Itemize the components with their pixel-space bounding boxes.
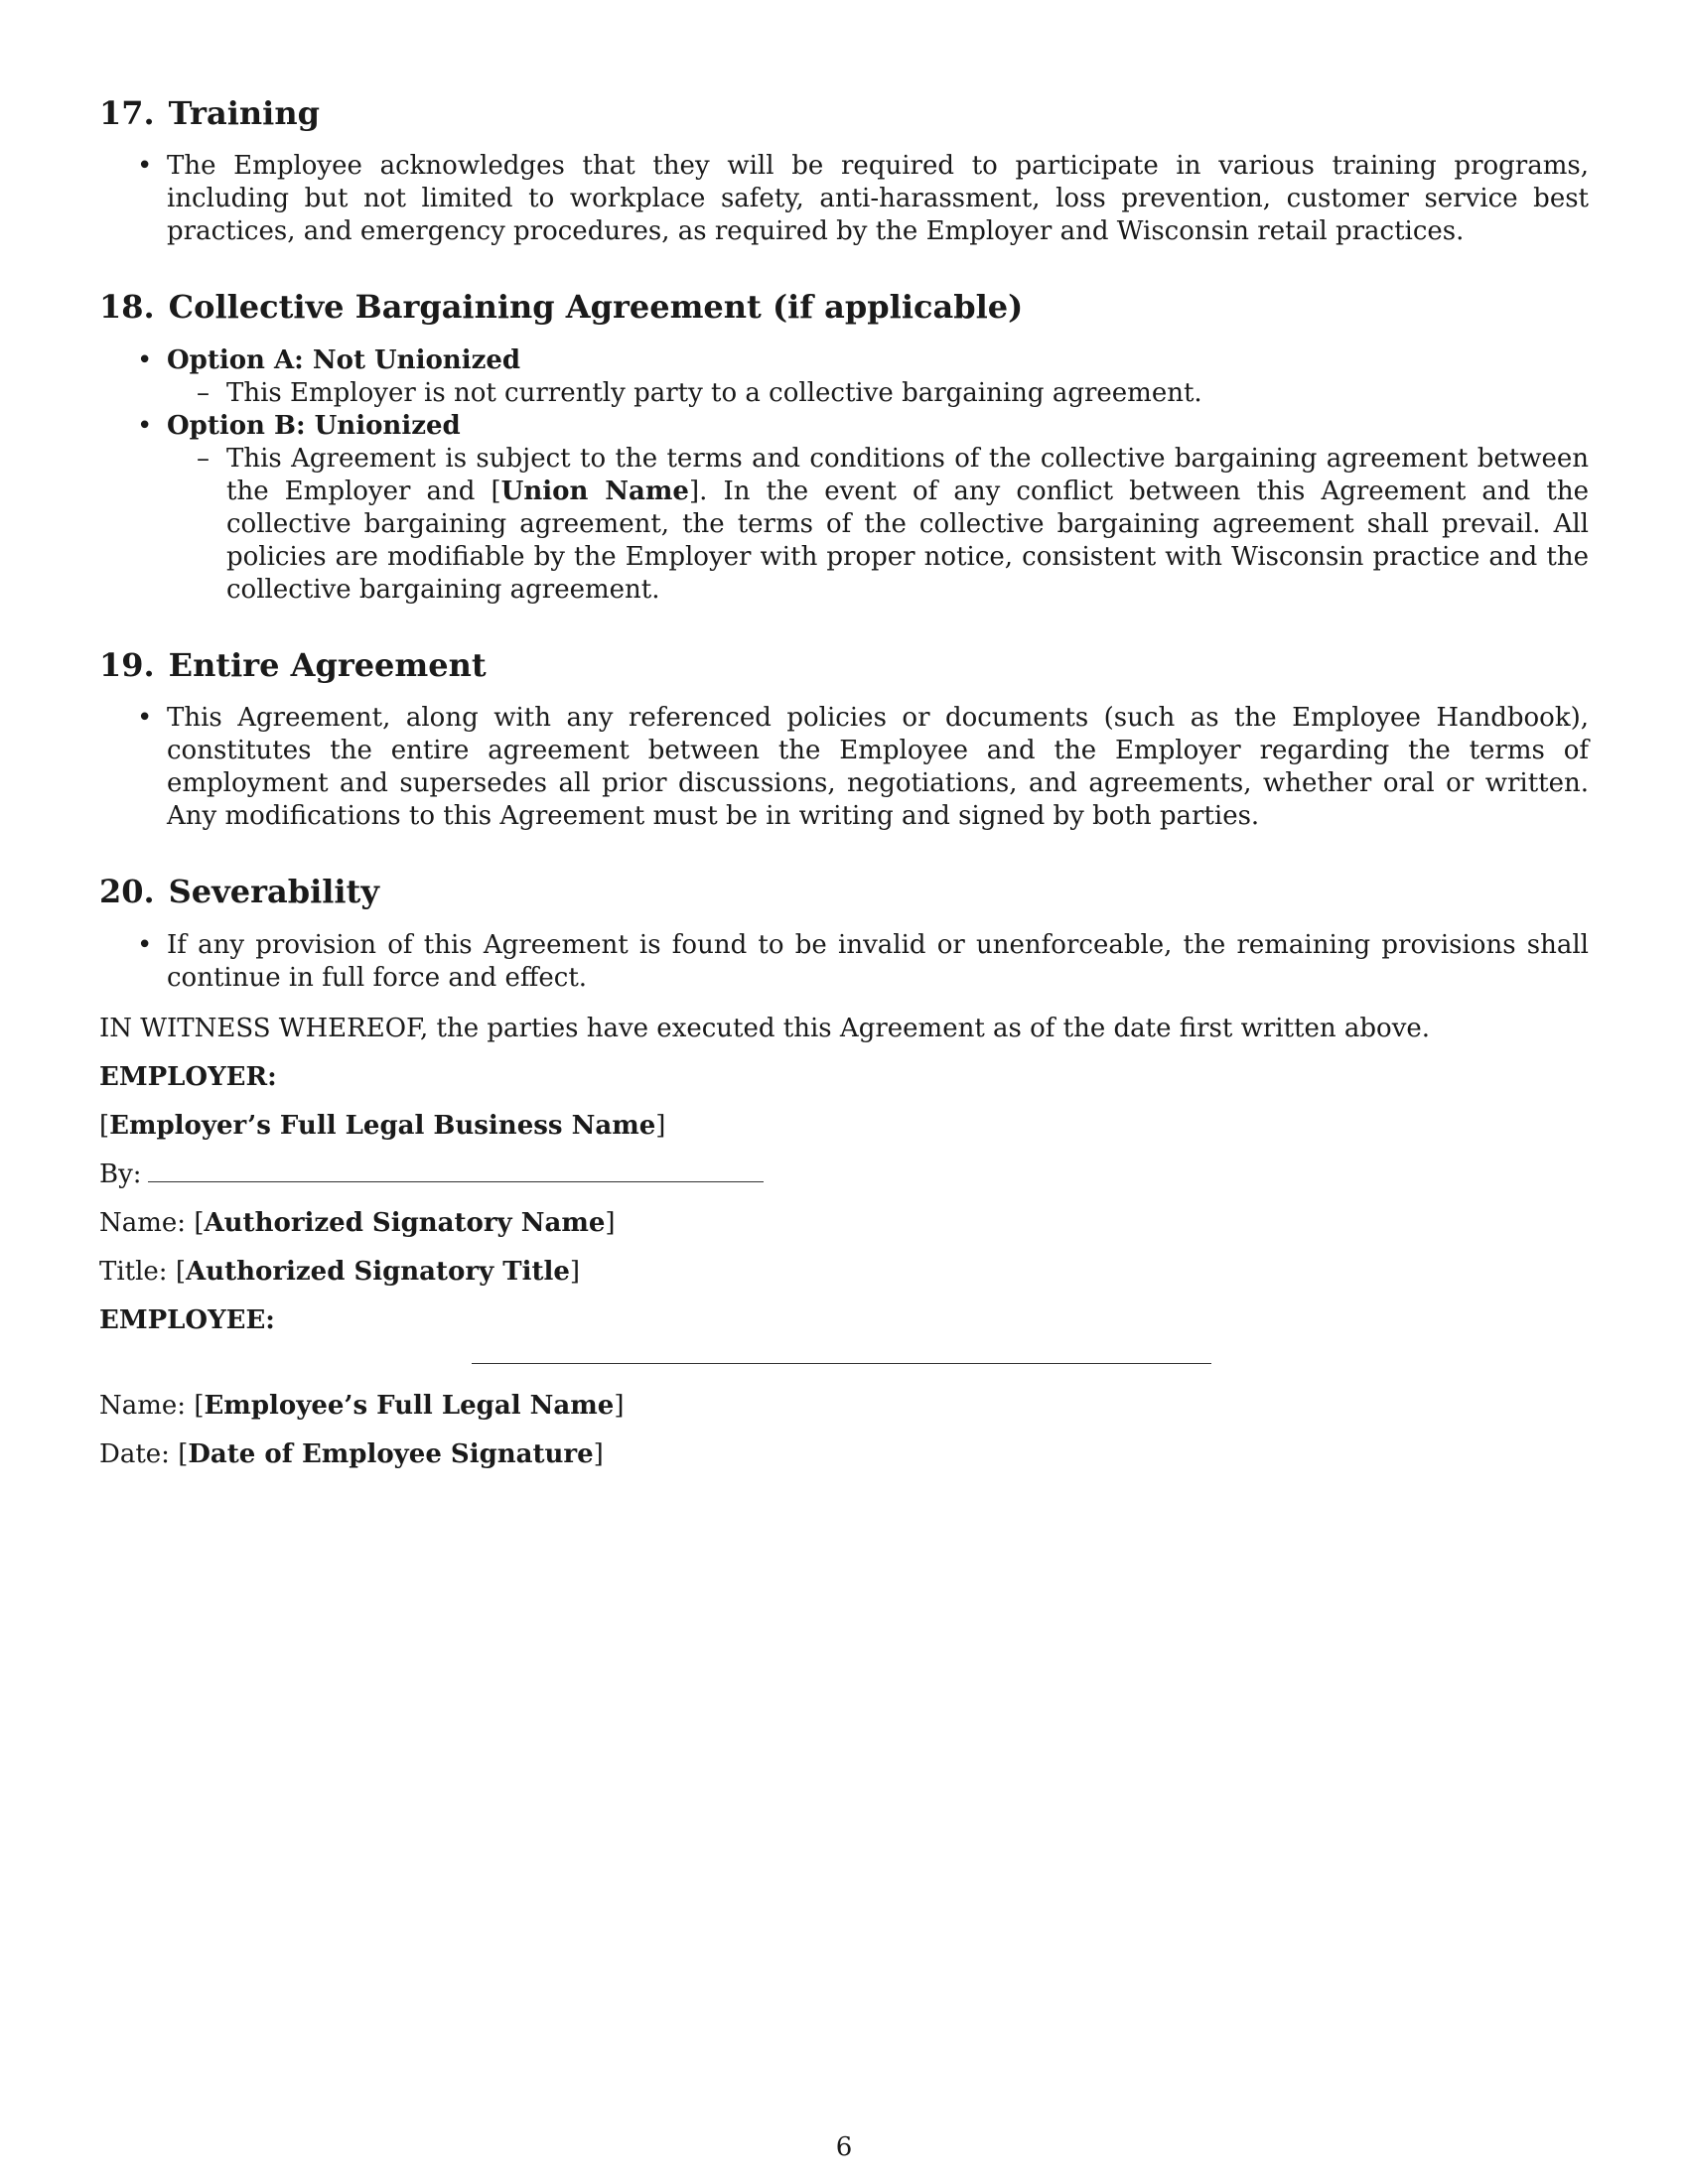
document-page xyxy=(99,94,1589,1487)
page-number: 6 xyxy=(835,2132,853,2162)
employee-date-line: Date: [Date of Employee Signature] xyxy=(99,1438,604,1469)
section-title: Entire Agreement xyxy=(168,645,487,684)
employer-title-line: Title: [Authorized Signatory Title] xyxy=(99,1256,581,1287)
employer-by-line xyxy=(99,1159,1589,1191)
section-collective-bargaining xyxy=(99,288,1589,606)
section-heading-20 xyxy=(99,873,1589,910)
option-a-item xyxy=(99,344,1589,410)
section-severability xyxy=(99,873,1589,994)
section-heading-18 xyxy=(99,288,1589,326)
option-a-title: Option A: Not Unionized xyxy=(167,344,521,375)
employee-heading: EMPLOYEE: xyxy=(99,1304,275,1335)
bullet-item: • The Employee acknowledges that they will be required to participate in various training programs, including but not limited to workplace safety, anti-harassment, loss prevention, customer service best practices, and emergency procedures, as required by the Employer and Wisconsin retail practices. xyxy=(99,150,1589,248)
employee-name-value: Employee’s Full Legal Name xyxy=(204,1390,615,1421)
name-label: Name: xyxy=(99,1390,187,1421)
employer-signatory-title: Authorized Signatory Title xyxy=(186,1256,570,1287)
by-label: By: xyxy=(99,1159,142,1189)
section-training xyxy=(99,94,1589,248)
section-number: 20. xyxy=(99,873,155,911)
option-b-text-before: This Agreement is subject to the terms and conditions of the collective bargaining agreement between the Employer and [ xyxy=(226,443,1589,506)
option-a-text: – This Employer is not currently party to a collective bargaining agreement. xyxy=(167,377,1589,410)
sub-list xyxy=(167,443,1589,607)
option-b-text-after: ]. In the event of any conflict between this Agreement and the collective bargaining agreement, the terms of the collective bargaining agreement shall prevail. All policies are modifiable by the Employer with proper notice, consistent with Wisconsin practice and the collective bargaining agreement. xyxy=(226,476,1589,605)
bullet-item: • If any provision of this Agreement is found to be invalid or unenforceable, the remaining provisions shall continue in full force and effect. xyxy=(99,929,1589,995)
option-b-text xyxy=(167,443,1589,607)
section-title: Training xyxy=(168,94,320,132)
title-label: Title: xyxy=(99,1256,168,1287)
name-label: Name: xyxy=(99,1207,187,1238)
option-b-item xyxy=(99,410,1589,607)
section-title: Collective Bargaining Agreement (if applicable) xyxy=(168,288,1024,327)
employer-name-line: Name: [Authorized Signatory Name] xyxy=(99,1207,616,1238)
section-title: Severability xyxy=(168,873,379,911)
section-entire-agreement xyxy=(99,646,1589,833)
employer-signature-line[interactable] xyxy=(148,1160,764,1182)
employer-heading: EMPLOYER: xyxy=(99,1061,277,1092)
bullet-list xyxy=(99,150,1589,248)
sub-list xyxy=(167,377,1589,410)
bullet-list xyxy=(99,929,1589,995)
employee-signature-line[interactable] xyxy=(472,1361,1211,1364)
employer-business-name-value: Employer’s Full Legal Business Name xyxy=(109,1110,656,1141)
bullet-list xyxy=(99,344,1589,607)
section-heading-19 xyxy=(99,646,1589,684)
witness-statement: IN WITNESS WHEREOF, the parties have executed this Agreement as of the date first written above. xyxy=(99,1013,1431,1043)
employee-name-line: Name: [Employee’s Full Legal Name] xyxy=(99,1390,625,1421)
employer-business-name: [Employer’s Full Legal Business Name] xyxy=(99,1110,666,1141)
union-name-placeholder: Union Name xyxy=(500,476,689,506)
bullet-list xyxy=(99,702,1589,833)
section-heading-17 xyxy=(99,94,1589,132)
bullet-item: • This Agreement, along with any referenced policies or documents (such as the Employee Handbook), constitutes the entire agreement between the Employee and the Employer regarding the terms of employment and supersedes all prior discussions, negotiations, and agreements, whether oral or written. Any modifications to this Agreement must be in writing and signed by both parties. xyxy=(99,702,1589,833)
option-b-title: Option B: Unionized xyxy=(167,410,461,441)
employee-date-value: Date of Employee Signature xyxy=(188,1438,594,1469)
employer-signatory-name: Authorized Signatory Name xyxy=(204,1207,606,1238)
section-number: 17. xyxy=(99,94,155,132)
section-number: 19. xyxy=(99,645,155,684)
date-label: Date: xyxy=(99,1438,170,1469)
section-number: 18. xyxy=(99,288,155,327)
